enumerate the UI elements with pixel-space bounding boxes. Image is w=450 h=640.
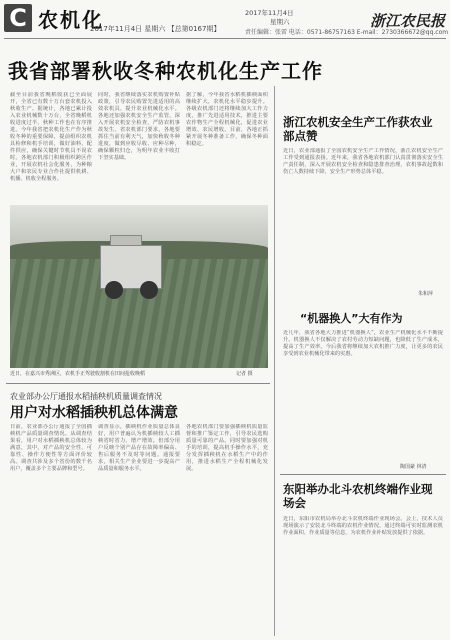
right-text-3: 近日，东阳市农机局举办北斗农机终端作业现场会。会上，技术人员现场演示了安装北斗终端的农机作业情况，通过终端可实时监测农机作业面积、作业质量等信息，为农机作业补贴发放提供了依据。 [283, 516, 443, 536]
section-badge: C [4, 4, 32, 32]
masthead-divider [4, 38, 446, 39]
second-kicker: 农业部办公厅通报水稻插秧机质量调查情况 [10, 392, 162, 401]
right-text-2: 近几年，我省各地大力推进“机器换人”，农业生产机械化水平不断提升。机器换人不仅解决了农村劳动力短缺问题，也降低了生产成本，提高了生产效率。今后我省将继续加大农机推广力度，让更多的农民享受到农业机械化带来的实惠。 [283, 330, 443, 357]
lead-column-3: 据了解，今年我省水稻机插秧面积继续扩大，农机化水平稳步提升。各级农机部门还将继续加大工作力度，推广先进适用技术，推进主要农作物生产全程机械化，促进农业增效、农民增收。目前，各地正抓紧开展冬种准备工作，确保冬种面积稳定。 [186, 92, 268, 147]
lead-column-1: 截至目前我省晚稻收获已全面展开，全省已有数十万台套农机投入秋收生产。据统计，各地已累计投入农业机械数十万台，全省晚稻机收进度过半，秋种工作也在有序推进。今年我省把农机化生产作为秋收冬种的重要保障，提前组织农机具检修和机手培训，做好油料、配件供应，确保关键时节机具不误农时。各地农机部门积极组织跨区作业，开展农机社会化服务，为种粮大户和农民专业合作社提供机耕、机播、机收全程服务。 [10, 92, 92, 182]
masthead [0, 0, 450, 38]
photo-credit: 记者 摄 [236, 371, 253, 377]
second-column-2: 调查显示，插秧机作业质量总体良好，用户普遍认为机插秧较人工插秧省时省力、增产增效。但部分用户反映个别产品存在故障率偏高、售后服务不及时等问题。通报要求，相关生产企业要进一步提高产品质量和服务水平。 [98, 424, 180, 472]
second-column-1: 日前，农业部办公厅通报了全国插秧机产品质量调查情况。从调查结果看，用户对水稻插秧机总体较为满意，其中，对产品的安全性、可靠性、操作方便性等方面评价较高。调查共涉及多个省份的数千名用户，覆盖多个主要品牌和型号。 [10, 424, 92, 472]
right-headline-3: 东阳举办北斗农机终端作业现场会 [283, 482, 433, 510]
column-divider [274, 86, 275, 636]
right-text-1: 近日，农业部通报了全国农机安全生产工作情况，浙江农机安全生产工作受到通报表扬。近年来，我省各地农机部门认真贯彻落实安全生产责任制，深入开展农机安全检查和隐患排查治理，农机事故起数和伤亡人数持续下降，安全生产形势总体平稳。 [283, 148, 443, 175]
right-headline-1: 浙江农机安全生产工作获农业部点赞 [283, 115, 433, 143]
second-column-3: 各地农机部门要加强插秧机质量监督和推广鉴定工作，引导农民选购质量可靠的产品。同时要加强对机手的培训，提高机手操作水平，充分发挥插秧机在水稻生产中的作用，推进水稻生产全程机械化发展。 [186, 424, 268, 472]
page-info: 2017年11月4日 星期六 【总第0167期】 [90, 25, 221, 33]
editor-contact: 责任编辑：张雷 电话：0571-86757163 E-mail：2730366672@qq.com [245, 29, 449, 36]
harvest-photo [10, 205, 268, 368]
right-author-2: 陶国豪 林清 [400, 464, 427, 470]
paper-logo: 浙江农民报 [370, 12, 446, 30]
issue-date: 2017年11月4日 [245, 9, 294, 17]
lead-headline: 我省部署秋收冬种农机化生产工作 [8, 59, 323, 83]
section-divider [6, 383, 270, 384]
section-title: 农机化 [38, 8, 104, 32]
issue-weekday: 星期六 [270, 18, 290, 26]
photo-caption: 近日，在嘉兴市秀洲区，农机手正驾驶收割机在田间抢收晚稻 [10, 371, 146, 377]
lead-column-2: 同时，我省继续落实农机购置补贴政策，引导农民购置先进适用的高效农机具，提升农业机械化水平。各地还加强农机安全生产监管，深入开展农机安全检查，严防农机事故发生。省农机部门要求，各地要抓住当前有利天气，加快秋收冬种进度，做到应收尽收、应种尽种，确保颗粒归仓，为明年农业丰收打下坚实基础。 [98, 92, 180, 161]
right-divider [280, 474, 446, 475]
right-headline-2: “机器换人”大有作为 [300, 312, 403, 325]
right-author-1: 朱和萍 [418, 291, 434, 297]
second-headline: 用户对水稻插秧机总体满意 [10, 405, 178, 421]
